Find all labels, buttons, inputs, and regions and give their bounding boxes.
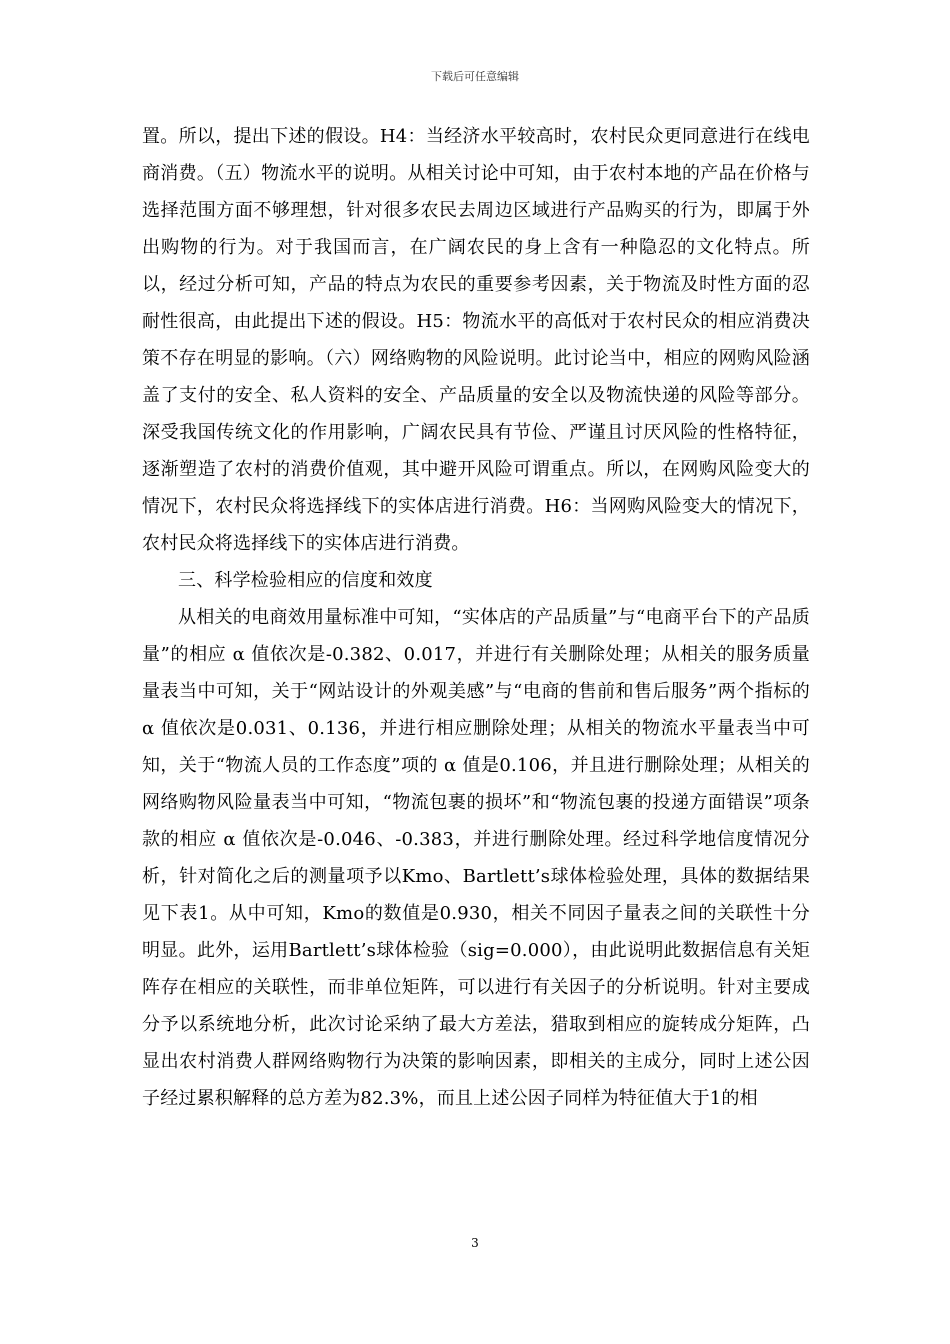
page-header: 下载后可任意编辑 [431, 70, 519, 83]
document-body [142, 118, 810, 1117]
paragraph-reliability-validity: 从相关的电商效用量标准中可知，“实体店的产品质量”与“电商平台下的产品质量”的相应 α 值依次是-0.382、0.017，并进行有关删除处理；从相关的服务质量量表当中可知，关于“网站设计的外观美感”与“电商的售前和售后服务”两个指标的 α 值依次是0.031、0.136，并进行相应删除处理；从相关的物流水平量表当中可知，关于“物流人员的工作态度”项的 α 值是0.106，并且进行删除处理；从相关的网络购物风险量表当中可知，“物流包裹的损坏”和“物流包裹的投递方面错误”项条款的相应 α 值依次是-0.046、-0.383，并进行删除处理。经过科学地信度情况分析，针对简化之后的测量项予以Kmo、Bartlett’s球体检验处理，具体的数据结果见下表1。从中可知，Kmo的数值是0.930，相关不同因子量表之间的关联性十分明显。此外，运用Bartlett’s球体检验（sig=0.000），由此说明此数据信息有关矩阵存在相应的关联性，而非单位矩阵，可以进行有关因子的分析说明。针对主要成分予以系统地分析，此次讨论采纳了最大方差法，猎取到相应的旋转成分矩阵，凸显出农村消费人群网络购物行为决策的影响因素，即相关的主成分，同时上述公因子经过累积解释的总方差为82.3%，而且上述公因子同样为特征值大于1的相 [142, 607, 810, 1109]
paragraph-hypotheses: 置。所以，提出下述的假设。H4：当经济水平较高时，农村民众更同意进行在线电商消费。（五）物流水平的说明。从相关讨论中可知，由于农村本地的产品在价格与选择范围方面不够理想，针对很多农民去周边区域进行产品购买的行为，即属于外出购物的行为。对于我国而言，在广阔农民的身上含有一种隐忍的文化特点。所以，经过分析可知，产品的特点为农民的重要参考因素，关于物流及时性方面的忍耐性很高，由此提出下述的假设。H5：物流水平的高低对于农村民众的相应消费决策不存在明显的影响。（六）网络购物的风险说明。此讨论当中，相应的网购风险涵盖了支付的安全、私人资料的安全、产品质量的安全以及物流快递的风险等部分。深受我国传统文化的作用影响，广阔农民具有节俭、严谨且讨厌风险的性格特征，逐渐塑造了农村的消费价值观，其中避开风险可谓重点。所以，在网购风险变大的情况下，农村民众将选择线下的实体店进行消费。H6：当网购风险变大的情况下，农村民众将选择线下的实体店进行消费。 [142, 126, 810, 554]
page-number: 3 [471, 1236, 479, 1250]
section-heading: 三、科学检验相应的信度和效度 [178, 570, 433, 591]
